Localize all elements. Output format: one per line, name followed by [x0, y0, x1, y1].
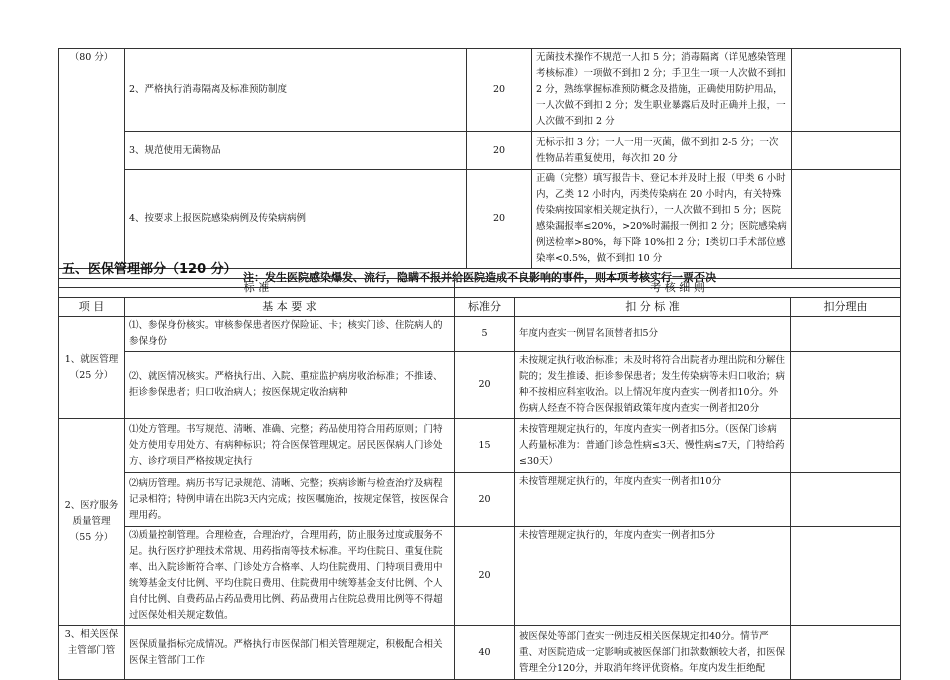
requirement-cell: ⑴处方管理。书写规范、清晰、准确、完整；药品使用符合用药原则；门特处方使用专用处方、有病种标识；符合医保管理规定。居民医保病人门诊处方、诊疗项目严格按规定执行 — [125, 419, 455, 473]
score-cell: 20 — [467, 170, 532, 269]
table-row — [59, 317, 901, 352]
item-cell: 3、相关医保主管部门管 — [59, 626, 125, 680]
deduction-column-header: 扣 分 标 准 — [515, 298, 791, 317]
table-row — [59, 49, 901, 132]
score-column-header: 标准分 — [455, 298, 515, 317]
reason-cell — [791, 317, 901, 352]
deduction-cell: 无菌技术操作不规范一人扣 5 分；消毒隔离（详见感染管理考核标准）一项做不到扣 2 分；手卫生一项一人次做不到扣 2 分，熟练掌握标准预防概念及措施，正确使用防护用品，一人次做不到扣 2 分；发生职业暴露后及时正确并上报，一人次做不到扣 2 分 — [532, 49, 792, 132]
table-row — [59, 132, 901, 170]
requirement-cell: ⑵病历管理。病历书写记录规范、清晰、完整；疾病诊断与检查治疗及病程记录相符；特例申请在出院3天内完成；按医嘱施治，按规定保管，按医保合理用药。 — [125, 473, 455, 527]
deduction-cell: 年度内查实一例冒名顶替者扣5分 — [515, 317, 791, 352]
insurance-management-table — [58, 278, 901, 680]
section-title: 五、医保管理部分（120 分） — [62, 262, 237, 277]
score-cell: 20 — [467, 132, 532, 170]
requirement-cell: ⑵、就医情况核实。严格执行出、入院、重症监护病房收治标准；不推诿、拒诊参保患者；归口收治病人；按医保规定收治病种 — [125, 352, 455, 419]
score-cell: 40 — [455, 626, 515, 680]
deduction-cell: 未按管理规定执行的，年度内查实一例者扣10分 — [515, 473, 791, 527]
deduction-cell: 未按管理规定执行的，年度内查实一例者扣5分。（医保门诊病人药量标准为：普通门诊急性病≤3天、慢性病≤7天，门特给药≤30天） — [515, 419, 791, 473]
detail-header: 考 核 细 则 — [455, 279, 901, 298]
table-row — [59, 352, 901, 419]
reason-cell — [791, 626, 901, 680]
item-cell: 2、医疗服务质量管理（55 分） — [59, 419, 125, 626]
reason-cell — [792, 49, 901, 132]
requirement-cell: 4、按要求上报医院感染病例及传染病病例 — [125, 170, 467, 269]
reason-cell — [792, 170, 901, 269]
basic-requirement-column-header: 基 本 要 求 — [125, 298, 455, 317]
table-row — [59, 626, 901, 680]
score-cell: 20 — [455, 473, 515, 527]
requirement-cell: ⑶质量控制管理。合理检查，合理治疗，合理用药，防止服务过度或服务不足。执行医疗护理技术常规、用药指南等技术标准。平均住院日、重复住院率、出入院诊断符合率、门诊处方合格率、人均住院费用、门特项目费用中统筹基金支付比例、平均住院日费用、住院费用中统筹基金支付比例、个人自付比例、自费药品占药品费用比例、药品费用占住院总费用比例等不得超过医保处相关规定数值。 — [125, 527, 455, 626]
deduction-cell: 未按规定执行收治标准；未及时将符合出院者办理出院和分解住院的；发生推诿、拒诊参保患者；发生传染病等未归口收治；病种不按相应科室收治。以上情况年度内查实一例者扣10分。外伤病人经查不符合医保报销政策年度内查实一例者扣20分 — [515, 352, 791, 419]
item-cell: 1、就医管理（25 分） — [59, 317, 125, 419]
standard-header: 标 准 — [59, 279, 455, 298]
requirement-cell: 医保质量指标完成情况。严格执行市医保部门相关管理规定，积极配合相关医保主管部门工作 — [125, 626, 455, 680]
reason-column-header: 扣分理由 — [791, 298, 901, 317]
category-cell: （80 分） — [59, 49, 125, 269]
table-row — [59, 170, 901, 269]
reason-cell — [791, 473, 901, 527]
requirement-cell: ⑴、参保身份核实。审核参保患者医疗保险证、卡；核实门诊、住院病人的参保身份 — [125, 317, 455, 352]
score-cell: 20 — [467, 49, 532, 132]
requirement-cell: 2、严格执行消毒隔离及标准预防制度 — [125, 49, 467, 132]
deduction-cell: 未按管理规定执行的，年度内查实一例者扣5分 — [515, 527, 791, 626]
table-row — [59, 473, 901, 527]
score-cell: 15 — [455, 419, 515, 473]
requirement-cell: 3、规范使用无菌物品 — [125, 132, 467, 170]
score-cell: 5 — [455, 317, 515, 352]
table-row — [59, 527, 901, 626]
deduction-cell: 正确（完整）填写报告卡、登记本并及时上报（甲类 6 小时内，乙类 12 小时内，丙类传染病在 20 小时内，有关特殊传染病按国家相关规定执行），一人次做不到扣 5 分；医院感染漏报率≤20%，>20%时漏报一例扣 2 分；医院感染病例送检率>80%，每下降 10%扣 2 分；Ⅰ类切口手术部位感染率<0.5%，做不到扣 10 分 — [532, 170, 792, 269]
column-header-row — [59, 298, 901, 317]
veto-note: 注：发生医院感染爆发、流行，隐瞒不报并给医院造成不良影响的事件，则本项考核实行一票否决 — [59, 269, 901, 288]
header-row — [59, 279, 901, 298]
deduction-cell: 被医保处等部门查实一例违反相关医保规定扣40分。情节严重、对医院造成一定影响或被医保部门扣款数额较大者，扣医保管理全分120分，并取消年终评优资格。年度内发生拒绝配 — [515, 626, 791, 680]
item-column-header: 项 目 — [59, 298, 125, 317]
table-row — [59, 419, 901, 473]
infection-control-table — [58, 48, 901, 288]
reason-cell — [792, 132, 901, 170]
reason-cell — [791, 352, 901, 419]
reason-cell — [791, 419, 901, 473]
score-cell: 20 — [455, 527, 515, 626]
deduction-cell: 无标示扣 3 分；一人一用一灭菌，做不到扣 2-5 分；一次性物品若重复使用，每次扣 20 分 — [532, 132, 792, 170]
reason-cell — [791, 527, 901, 626]
score-cell: 20 — [455, 352, 515, 419]
